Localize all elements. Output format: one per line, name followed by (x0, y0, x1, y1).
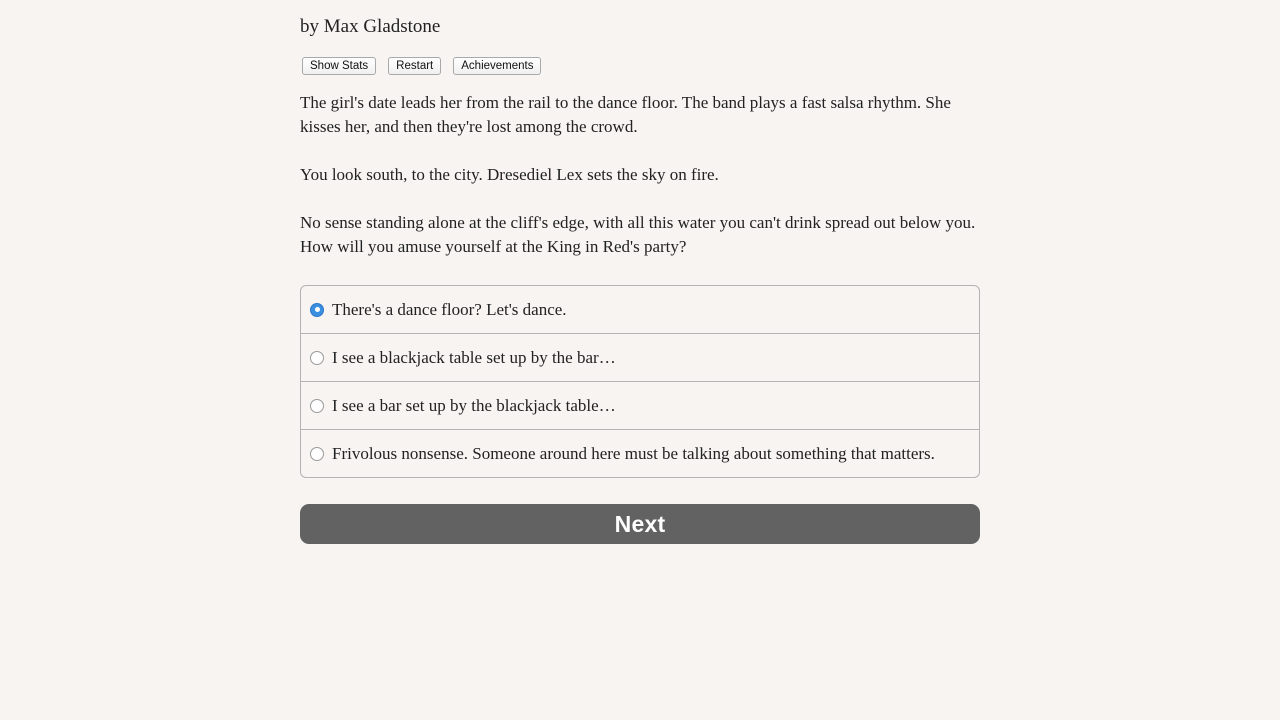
passage-paragraph: You look south, to the city. Dresediel Lex sets the sky on fire. (300, 165, 719, 184)
story-passage (300, 91, 980, 283)
choice-label: Frivolous nonsense. Someone around here must be talking about something that matters. (332, 444, 935, 463)
achievements-button[interactable]: Achievements (453, 57, 541, 75)
show-stats-button[interactable]: Show Stats (302, 57, 376, 75)
passage-paragraph: No sense standing alone at the cliff's edge, with all this water you can't drink spread out below you. How will you amuse yourself at the King in Red's party? (300, 213, 976, 256)
choice-label: I see a bar set up by the blackjack table… (332, 395, 616, 415)
choice-option-blackjack[interactable] (301, 334, 979, 382)
choice-list (300, 285, 980, 478)
radio-button[interactable] (310, 399, 324, 413)
choice-option-bar[interactable] (301, 382, 979, 430)
choice-label: There's a dance floor? Let's dance. (332, 299, 567, 319)
choice-option-dance[interactable] (301, 286, 979, 334)
radio-button[interactable] (310, 447, 324, 461)
passage-paragraph: The girl's date leads her from the rail to the dance floor. The band plays a fast salsa rhythm. She kisses her, and then they're lost among the crowd. (300, 93, 951, 136)
choice-label: I see a blackjack table set up by the bar… (332, 347, 616, 367)
toolbar (302, 57, 541, 75)
next-button[interactable]: Next (300, 504, 980, 544)
restart-button[interactable]: Restart (388, 57, 441, 75)
choice-option-conversation[interactable] (301, 430, 979, 478)
radio-button[interactable] (310, 351, 324, 365)
author-byline: by Max Gladstone (300, 16, 441, 37)
radio-button[interactable] (310, 303, 324, 317)
